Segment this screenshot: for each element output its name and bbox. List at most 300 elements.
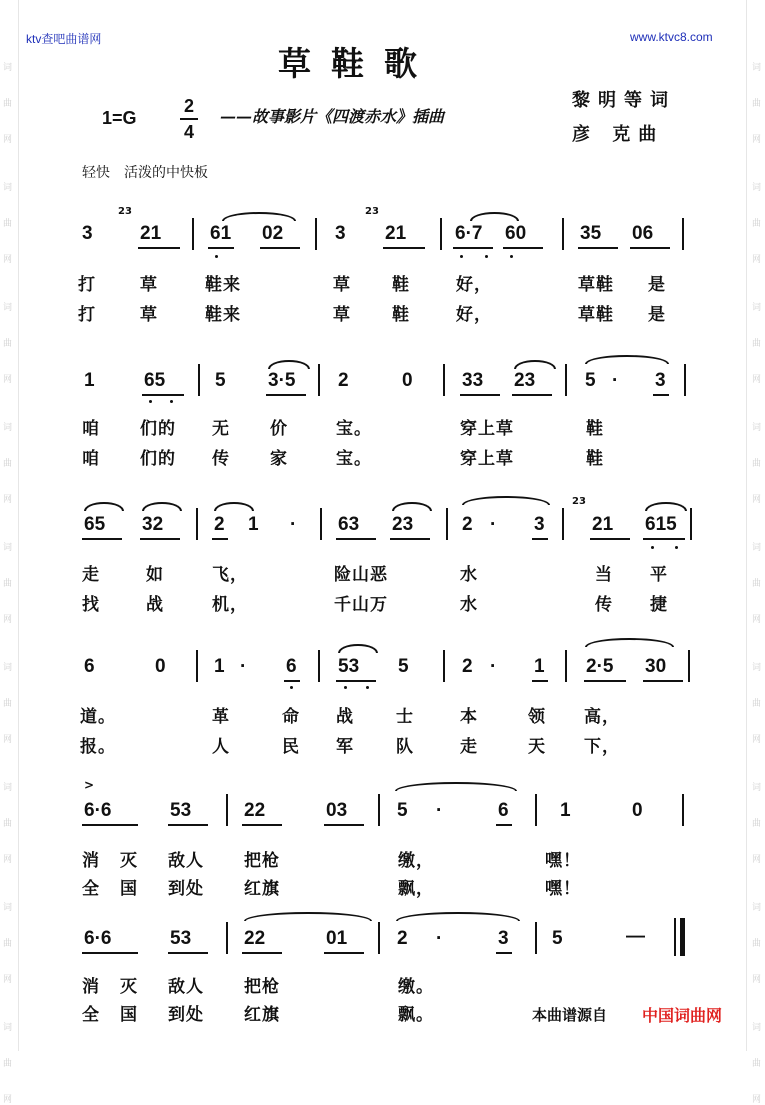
side-watermark-char: 网 [3,495,13,505]
grace-note: 23 [572,496,586,507]
slur [395,782,517,791]
source-site-link[interactable]: 中国词曲网 [642,1006,723,1025]
side-watermark-char: 词 [3,63,13,73]
side-watermark-char: 曲 [3,99,13,109]
underline [532,538,548,540]
lyric: 飞， [212,565,248,585]
note: 22 [244,928,266,949]
bar-line [196,650,198,682]
lyric: 传 [212,449,230,469]
underline [82,824,138,826]
lyric: 穿上草 [460,449,514,469]
lyric: 消 [82,977,100,997]
side-watermark-char: 词 [3,903,13,913]
note: 0 [632,800,643,821]
side-watermark-char: 网 [3,615,13,625]
composer-credit: 彦 克曲 [572,124,665,145]
note: 5 [552,928,563,949]
lyric: 红旗 [244,879,280,899]
lyric: 穿上草 [460,419,514,439]
low-dot [485,255,488,258]
lyric: 下， [584,737,620,757]
lyric: 队 [396,737,414,757]
bar-line [192,218,194,250]
slur [268,360,310,369]
lyric: 灭 [120,851,138,871]
lyric: 找 [82,595,100,615]
bar-line [562,508,564,540]
lyric: 嘿！ [545,851,581,871]
slur [84,502,124,511]
note: 5 [398,656,409,677]
grace-note: 23 [365,206,379,217]
lyric: 军 [336,737,354,757]
note: · [240,656,247,677]
side-watermark-char: 网 [3,975,13,985]
lyric: 家 [270,449,288,469]
lyric: 鞋来 [205,275,241,295]
note: 3 [655,370,666,391]
underline [532,680,548,682]
watermark-left: ktv查吧曲谱网 [26,32,102,46]
slur [514,360,556,369]
underline [266,394,306,396]
lyric: 草 [140,275,158,295]
side-watermark-char: 曲 [752,459,762,469]
lyric: 宝。 [336,419,372,439]
underline [653,394,669,396]
note: 65 [144,370,166,391]
side-watermark-char: 词 [752,1023,762,1033]
lyric: 打 [78,275,96,295]
note: 02 [262,223,284,244]
lyric: 消 [82,851,100,871]
note: 5 [215,370,226,391]
side-watermark-char: 词 [3,303,13,313]
low-dot [366,686,369,689]
underline [260,247,300,249]
final-bar-line-thin [674,918,676,956]
note: 6 [286,656,297,677]
lyric: 命 [282,707,300,727]
time-bar [180,118,198,120]
side-watermark-char: 词 [752,783,762,793]
side-watermark-char: 词 [752,183,762,193]
note: 65 [84,514,106,535]
low-dot [344,686,347,689]
time-bottom: 4 [183,122,194,142]
side-watermark-char: 曲 [752,1059,762,1069]
grace-note: 23 [118,206,132,217]
lyric: 飘， [398,879,434,899]
note: 615 [645,514,677,535]
lyricist-credit: 黎明等词 [572,90,676,111]
underline [590,538,630,540]
side-watermark-char: 词 [752,423,762,433]
underline [460,394,500,396]
lyric: 宝。 [336,449,372,469]
underline [512,394,552,396]
bar-line [446,508,448,540]
side-watermark-char: 网 [752,135,762,145]
lyric: 鞋 [392,275,410,295]
key-signature: 1=G [102,108,137,128]
underline [82,538,122,540]
note: 1 [248,514,259,535]
slur [392,502,432,511]
lyric: 战 [146,595,164,615]
side-watermark-char: 网 [752,855,762,865]
side-watermark-char: 网 [752,1095,762,1105]
lyric: 好， [456,305,492,325]
lyric: 草 [333,275,351,295]
note: 03 [326,800,348,821]
note: 6·6 [84,928,112,949]
side-watermark-char: 曲 [3,339,13,349]
side-watermark-char: 词 [3,1023,13,1033]
bar-line [318,650,320,682]
note: 63 [338,514,360,535]
lyric: 飘。 [398,1005,434,1025]
underline [630,247,670,249]
underline [82,952,138,954]
note: 1 [214,656,225,677]
lyric: 水 [460,595,478,615]
lyric: 鞋来 [205,305,241,325]
side-watermark-char: 曲 [3,939,13,949]
lyric: 当 [595,565,613,585]
note: 3 [534,514,545,535]
lyric: 高， [584,707,620,727]
underline [138,247,180,249]
left-side-watermark [3,0,15,1105]
lyric: 草鞋 [578,275,614,295]
note: 2 [397,928,408,949]
right-side-watermark [752,0,764,1105]
note: 0 [402,370,413,391]
underline [242,952,282,954]
bar-line [565,650,567,682]
lyric: 险山恶 [334,565,388,585]
lyric: 走 [82,565,100,585]
lyric: 是 [648,275,666,295]
slur [396,912,520,921]
low-dot [149,400,152,403]
source-label: 本曲谱源自 [532,1006,608,1024]
underline [496,824,512,826]
note: 0 [155,656,166,677]
lyric: 灭 [120,977,138,997]
side-watermark-char: 曲 [752,99,762,109]
bar-line [198,364,200,396]
side-watermark-char: 网 [3,375,13,385]
lyric: 咱 [82,419,100,439]
lyric: 人 [212,737,230,757]
slur [645,502,687,511]
subtitle: ——故事影片《四渡赤水》插曲 [220,107,445,126]
note: 1 [84,370,95,391]
side-watermark-char: 词 [752,63,762,73]
bar-line [443,364,445,396]
note: 3 [82,223,93,244]
underline [284,680,300,682]
lyric: 打 [78,305,96,325]
side-watermark-char: 网 [752,735,762,745]
underline [336,538,376,540]
note: 6 [498,800,509,821]
side-watermark-char: 网 [3,135,13,145]
note: 23 [392,514,414,535]
lyric: 领 [528,707,546,727]
lyric: 鞋 [586,419,604,439]
side-watermark-char: 词 [3,783,13,793]
low-dot [215,255,218,258]
bar-line [226,794,228,826]
side-watermark-char: 曲 [3,1059,13,1069]
side-watermark-char: 词 [3,183,13,193]
lyric: 士 [396,707,414,727]
underline [390,538,430,540]
side-watermark-char: 网 [752,375,762,385]
slur [470,212,519,221]
low-dot [460,255,463,258]
bar-line [565,364,567,396]
lyric: 战 [336,707,354,727]
note: 2 [338,370,349,391]
lyric: 敌人 [168,851,204,871]
lyric: 好， [456,275,492,295]
side-watermark-char: 曲 [752,819,762,829]
note: 3 [498,928,509,949]
low-dot [675,546,678,549]
lyric: 草 [140,305,158,325]
note: 3 [335,223,346,244]
note: 6 [84,656,95,677]
underline [324,824,364,826]
low-dot [651,546,654,549]
note: 21 [385,223,407,244]
side-watermark-char: 词 [752,663,762,673]
lyric: 无 [212,419,230,439]
bar-line [315,218,317,250]
final-bar-line-thick [680,918,685,956]
lyric: 们的 [140,419,176,439]
lyric: 革 [212,707,230,727]
note: 22 [244,800,266,821]
lyric: 把枪 [244,851,280,871]
note: 2·5 [586,656,614,677]
side-watermark-char: 曲 [3,219,13,229]
underline [168,824,208,826]
note: 60 [505,223,527,244]
time-signature [180,95,198,143]
note: 61 [210,223,232,244]
bar-line [320,508,322,540]
lyric: 缴， [398,851,434,871]
lyric: 草鞋 [578,305,614,325]
side-watermark-char: 词 [752,903,762,913]
side-watermark-char: 网 [752,975,762,985]
note: · [612,370,619,391]
note: 2 [462,656,473,677]
side-watermark-char: 词 [752,303,762,313]
note: · [436,800,443,821]
bar-line [378,922,380,954]
underline [643,538,685,540]
note: · [490,656,497,677]
bar-line [682,218,684,250]
bar-line [443,650,445,682]
time-top: 2 [183,96,194,116]
underline [496,952,512,954]
note: · [290,514,297,535]
bar-line [378,794,380,826]
side-watermark-char: 词 [3,423,13,433]
low-dot [290,686,293,689]
lyric: 水 [460,565,478,585]
note: 2 [214,514,225,535]
note: 5 [585,370,596,391]
lyric: 千山万 [334,595,388,615]
lyric: 如 [146,565,164,585]
bar-line [226,922,228,954]
bar-line [688,650,690,682]
side-watermark-char: 网 [3,735,13,745]
underline [140,538,180,540]
underline [208,247,234,249]
note: 21 [140,223,162,244]
lyric: 走 [460,737,478,757]
note: 5 [397,800,408,821]
side-watermark-char: 曲 [3,699,13,709]
watermark-right: www.ktvc8.com [630,30,713,44]
side-watermark-char: 词 [3,663,13,673]
lyric: 价 [270,419,288,439]
lyric: 红旗 [244,1005,280,1025]
slur [214,502,254,511]
underline [453,247,493,249]
lyric: 机， [212,595,248,615]
side-watermark-char: 曲 [752,219,762,229]
slur [462,496,550,505]
bar-line [682,794,684,826]
bar-line [318,364,320,396]
side-watermark-char: 网 [752,615,762,625]
lyric: 捷 [650,595,668,615]
right-border-line [746,0,747,1051]
lyric: 本 [460,707,478,727]
low-dot [510,255,513,258]
bar-line [440,218,442,250]
lyric: 草 [333,305,351,325]
note: 21 [592,514,614,535]
lyric: 到处 [168,879,204,899]
accent-mark: > [84,778,95,792]
lyric: 国 [120,879,138,899]
underline [336,680,376,682]
side-watermark-char: 网 [752,495,762,505]
note: — [626,926,645,947]
note: 23 [514,370,536,391]
note: 33 [462,370,484,391]
lyric: 们的 [140,449,176,469]
bar-line [535,922,537,954]
underline [383,247,425,249]
note: 6·6 [84,800,112,821]
side-watermark-char: 曲 [752,939,762,949]
side-watermark-char: 曲 [752,339,762,349]
note: 01 [326,928,348,949]
side-watermark-char: 词 [752,543,762,553]
lyric: 把枪 [244,977,280,997]
side-watermark-char: 网 [3,1095,13,1105]
lyric: 天 [528,737,546,757]
note: 2 [462,514,473,535]
lyric: 鞋 [392,305,410,325]
bar-line [684,364,686,396]
slur [244,912,372,921]
lyric: 道。 [80,707,116,727]
note: 53 [170,800,192,821]
underline [324,952,364,954]
underline [168,952,208,954]
note: 1 [560,800,571,821]
underline [503,247,543,249]
slur [142,502,182,511]
lyric: 民 [282,737,300,757]
underline [643,680,683,682]
underline [142,394,184,396]
note: 30 [645,656,667,677]
slur [222,212,296,221]
slur [338,644,378,653]
lyric: 到处 [168,1005,204,1025]
lyric: 全 [82,1005,100,1025]
note: 3·5 [268,370,296,391]
side-watermark-char: 曲 [3,579,13,589]
underline [584,680,626,682]
slur [585,638,674,647]
lyric: 传 [595,595,613,615]
bar-line [196,508,198,540]
side-watermark-char: 曲 [752,579,762,589]
lyric: 国 [120,1005,138,1025]
lyric: 咱 [82,449,100,469]
lyric: 全 [82,879,100,899]
side-watermark-char: 网 [752,255,762,265]
note: 06 [632,223,654,244]
note: 53 [338,656,360,677]
note: 6·7 [455,223,483,244]
bar-line [535,794,537,826]
tempo-marking: 轻快 活泼的中快板 [82,165,208,181]
slur [585,355,669,364]
lyric: 嘿！ [545,879,581,899]
lyric: 报。 [80,737,116,757]
note: 32 [142,514,164,535]
side-watermark-char: 词 [3,543,13,553]
note: 53 [170,928,192,949]
note: · [490,514,497,535]
bar-line [690,508,692,540]
underline [578,247,618,249]
underline [212,538,228,540]
side-watermark-char: 曲 [3,459,13,469]
low-dot [170,400,173,403]
underline [242,824,282,826]
note: 35 [580,223,602,244]
lyric: 缴。 [398,977,434,997]
